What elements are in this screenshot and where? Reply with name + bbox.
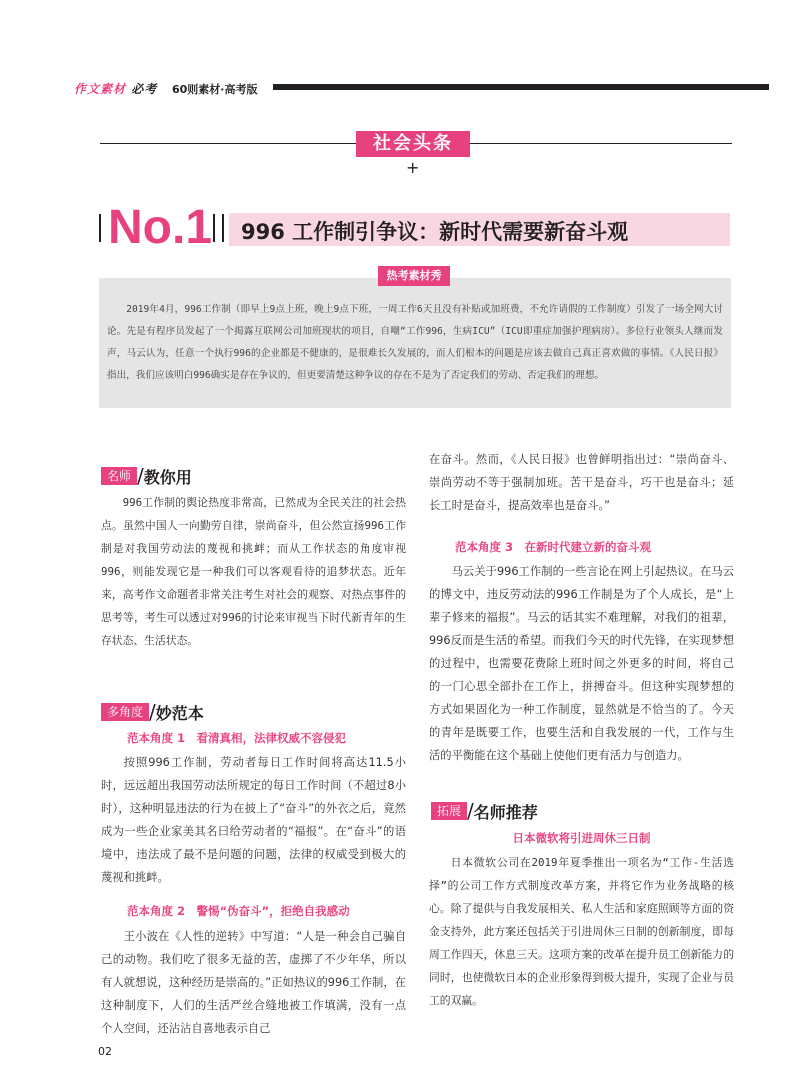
slash-icon: / bbox=[149, 700, 156, 724]
brand-bi: 必考 bbox=[131, 82, 158, 96]
section-title: 社会头条 bbox=[356, 131, 470, 157]
article-number: No.1 bbox=[108, 201, 213, 254]
article-title: 996 工作制引争议：新时代需要新奋斗观 bbox=[241, 220, 629, 244]
multi-tag: 多角度 bbox=[101, 703, 149, 721]
extend-subtitle: 日本微软将引进周休三日制 bbox=[512, 831, 651, 845]
material-text: 2019年4月，996工作制（即早上9点上班，晚上9点下班，一周工作6天且没有补贴或加班费，不允许请假的工作制度）引发了一场全网大讨论。先是有程序员发起了一个揭露互联网公司加班现状的项目，自嘲“工作996，生病ICU”（ICU即重症加强护理病房）。多位行业领头人继而发声，马云认为，任意一个执行996的企业都是不健康的，是很难长久发展的，而人们根本的问题是应该去做自己真正喜欢做的事情。《人民日报》指出，我们应该明白996确实是存在争议的，但更要清楚这种争议的存在不是为了否定我们的劳动、否定我们的理想。 bbox=[107, 304, 723, 381]
angle1-title: 范本角度 1 看清真相，法律权威不容侵犯 bbox=[127, 731, 347, 745]
angle2-continuation: 在奋斗。然而，《人民日报》也曾鲜明指出过：“崇尚奋斗、崇尚劳动不等于强制加班。苦干是奋斗，巧干也是奋斗；延长工时是奋斗，提高效率也是奋斗。” bbox=[429, 453, 734, 512]
angle2-title: 范本角度 2 警惕“伪奋斗”，拒绝自我感动 bbox=[127, 904, 350, 918]
title-bar bbox=[222, 214, 224, 242]
header-subtitle: 60则素材·高考版 bbox=[172, 83, 258, 96]
angle3-text: 马云关于996工作制的一些言论在网上引起热议。在马云的博文中，违反劳动法的996工作制是为了个人成长，是“上辈子修来的福报”。马云的话其实不难理解，对我们的祖辈，996反而是生活的希望。而我们今天的时代先锋，在实现梦想的过程中，也需要花费除上班时间之外更多的时间，将自己的一门心思全部扑在工作上，拼搏奋斗。但这种实现梦想的方式如果固化为一种工作制度，显然就是不恰当的了。今天的青年是既要工作，也要生活和自我发展的一代，工作与生活的平衡能在这个基础上使他们更有活力与创造力。 bbox=[429, 565, 734, 762]
multi-name: 妙范本 bbox=[155, 703, 204, 723]
slash-icon: / bbox=[467, 799, 474, 823]
header-rule bbox=[273, 84, 769, 90]
plus-icon: + bbox=[406, 158, 420, 177]
angle2-text: 王小波在《人性的逆转》中写道：“人是一种会自己骗自己的动物。我们吃了很多无益的苦，虚掷了不少年华，所以有人就想说，这种经历是崇高的。”正如热议的996工作制，在这种制度下，人们的生活严丝合缝地被工作填满，没有一点个人空间，还沾沾自喜地表示自己 bbox=[101, 930, 406, 1035]
number-bar-left bbox=[99, 214, 101, 242]
angle1-text: 按照996工作制，劳动者每日工作时间将高达11.5小时，远远超出我国劳动法所规定的每日工作时间（不超过8小时），这种明显违法的行为在披上了“奋斗”的外衣之后，竟然成为一些企业家美其名曰给劳动者的“福报”。在“奋斗”的语境中，违法成了最不是问题的问题，法律的权威受到极大的蔑视和挑衅。 bbox=[101, 756, 406, 884]
brand-italic: 作文素材 bbox=[74, 82, 127, 96]
teacher-name: 教你用 bbox=[143, 467, 192, 487]
multi-heading bbox=[101, 700, 204, 724]
number-bar-right bbox=[213, 214, 215, 242]
angle3-title: 范本角度 3 在新时代建立新的奋斗观 bbox=[455, 540, 652, 554]
extend-name: 名师推荐 bbox=[473, 802, 538, 822]
page-number: 02 bbox=[98, 1045, 112, 1058]
teacher-text: 996工作制的舆论热度非常高，已然成为全民关注的社会热点。虽然中国人一向勤劳自律，崇尚奋斗，但公然宣扬996工作制是对我国劳动法的蔑视和挑衅；而从工作状态的角度审视996，则能发现它是一种我们可以客观看待的追梦状态。近年来，高考作文命题者非常关注考生对社会的观察、对热点事件的思考等，考生可以透过对996的讨论来审视当下时代新青年的生存状态、生活状态。 bbox=[101, 496, 406, 647]
teacher-heading bbox=[101, 464, 192, 488]
brand-logo bbox=[74, 80, 157, 97]
material-tag: 热考素材秀 bbox=[378, 266, 450, 286]
extend-tag: 拓展 bbox=[431, 802, 467, 820]
extend-text: 日本微软公司在2019年夏季推出一项名为“工作-生活选择”的公司工作方式制度改革方案，并将它作为业务战略的核心。除了提供与自我发展相关、私人生活和家庭照顾等方面的资金支持外，此方案还包括关于引进周休三日制的创新制度，即每周工作四天，休息三天。这项方案的改革在提升员工创新能力的同时，也使微软日本的企业形象得到极大提升，实现了企业与员工的双赢。 bbox=[429, 856, 734, 1007]
teacher-tag: 名师 bbox=[101, 467, 137, 485]
slash-icon: / bbox=[137, 464, 144, 488]
extend-heading bbox=[431, 799, 538, 823]
